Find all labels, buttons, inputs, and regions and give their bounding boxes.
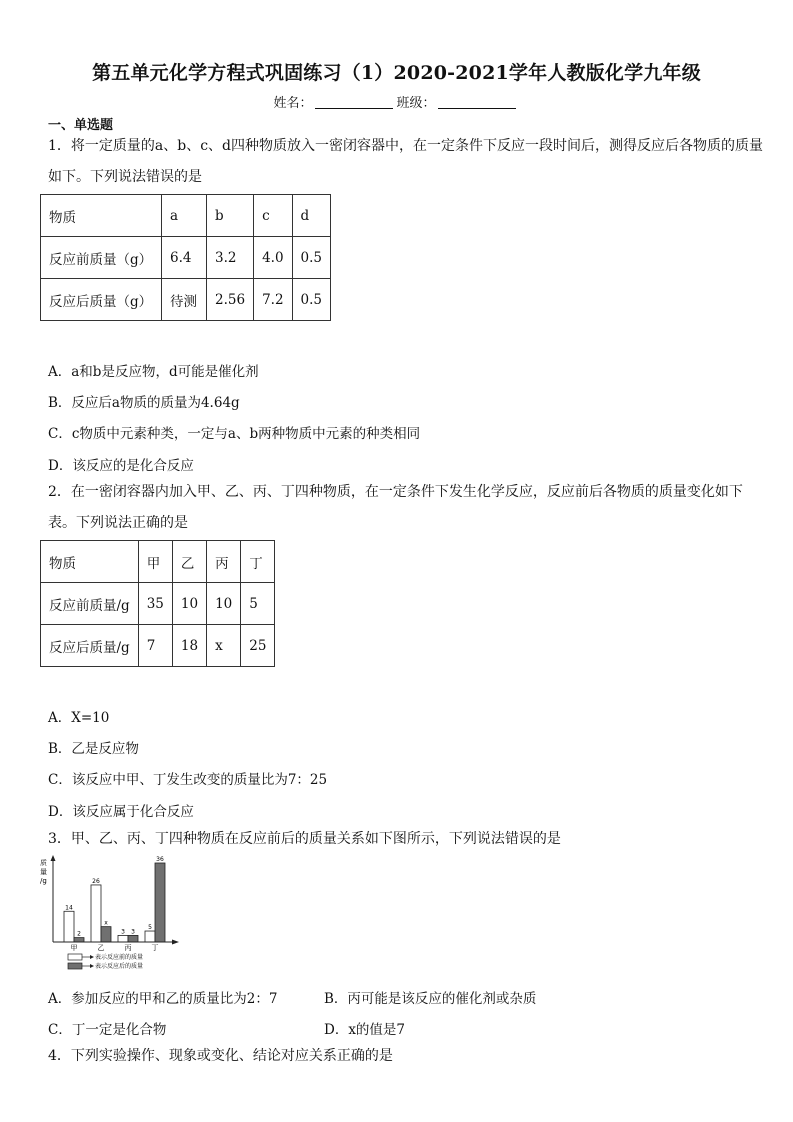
question-1-option-d: D．该反应的是化合反应 xyxy=(48,458,194,474)
table-cell: 乙 xyxy=(172,541,206,583)
y-axis-label-part: 量 xyxy=(40,868,47,876)
table-cell: x xyxy=(207,625,241,667)
table-row xyxy=(41,583,275,625)
bar-乙-after xyxy=(101,927,111,942)
table-row xyxy=(41,237,331,279)
question-2-table xyxy=(40,540,275,667)
name-blank xyxy=(315,96,393,109)
bar-丁-after xyxy=(155,863,165,942)
legend-swatch xyxy=(68,963,82,969)
bar-乙-before xyxy=(91,885,101,942)
table-cell: 0.5 xyxy=(292,237,330,279)
table-cell: 4.0 xyxy=(254,237,292,279)
question-2-option-b: B．乙是反应物 xyxy=(48,741,139,757)
y-axis-label xyxy=(40,858,47,885)
table-cell: 35 xyxy=(138,583,172,625)
legend-label: 表示反应后的质量 xyxy=(95,963,144,970)
question-3-option-c: C．丁一定是化合物 xyxy=(48,1022,167,1038)
question-1-option-c: C．c物质中元素种类，一定与a、b两种物质中元素的种类相同 xyxy=(48,426,421,442)
table-cell: 反应后质量/g xyxy=(41,625,139,667)
question-3-option-d: D．x的值是7 xyxy=(324,1022,406,1038)
table-cell: c xyxy=(254,195,292,237)
bar-丙-after xyxy=(128,935,138,942)
question-1-option-a: A．a和b是反应物，d可能是催化剂 xyxy=(48,364,259,380)
table-cell: 待测 xyxy=(162,279,207,321)
question-2-option-a: A．X=10 xyxy=(48,710,110,726)
table-cell: 7 xyxy=(138,625,172,667)
legend-swatch xyxy=(68,954,82,960)
mass-bar-chart xyxy=(40,855,190,980)
table-cell: 反应后质量（g） xyxy=(41,279,162,321)
table-cell: 反应前质量（g） xyxy=(41,237,162,279)
table-cell: 25 xyxy=(241,625,275,667)
table-cell: b xyxy=(207,195,254,237)
student-info-line xyxy=(0,92,793,111)
class-blank xyxy=(438,96,516,109)
table-cell: d xyxy=(292,195,330,237)
question-1-stem: 1．将一定质量的a、b、c、d四种物质放入一密闭容器中，在一定条件下反应一段时间后，测得反应后各物质的质量如下。下列说法错误的是 xyxy=(48,138,764,185)
table-cell: 3.2 xyxy=(207,237,254,279)
chart-legend xyxy=(68,953,143,970)
question-3-stem: 3．甲、乙、丙、丁四种物质在反应前后的质量关系如下图所示，下列说法错误的是 xyxy=(48,831,561,847)
table-cell: 2.56 xyxy=(207,279,254,321)
y-axis-label-part: /g xyxy=(40,877,47,885)
question-4-stem: 4．下列实验操作、现象或变化、结论对应关系正确的是 xyxy=(48,1048,393,1064)
question-1-table xyxy=(40,194,331,321)
legend-label: 表示反应前的质量 xyxy=(95,954,144,961)
section-heading: 一、单选题 xyxy=(48,118,114,133)
table-cell: 6.4 xyxy=(162,237,207,279)
table-cell: 物质 xyxy=(41,541,139,583)
data-label: 14 xyxy=(65,904,73,912)
x-axis-arrow xyxy=(172,940,179,945)
bar-丙-before xyxy=(118,935,128,942)
data-label: 26 xyxy=(92,877,100,885)
table-cell: 反应前质量/g xyxy=(41,583,139,625)
category-label: 丁 xyxy=(151,944,159,952)
table-cell: 丁 xyxy=(241,541,275,583)
question-1-option-b: B．反应后a物质的质量为4.64g xyxy=(48,395,240,411)
question-3-option-a: A．参加反应的甲和乙的质量比为2：7 xyxy=(48,991,278,1007)
y-axis-label-part: 质 xyxy=(40,859,47,867)
table-cell: 5 xyxy=(241,583,275,625)
table-row xyxy=(41,279,331,321)
table-cell: a xyxy=(162,195,207,237)
question-2-stem: 2．在一密闭容器内加入甲、乙、丙、丁四种物质，在一定条件下发生化学反应，反应前后各物质的质量变化如下表。下列说法正确的是 xyxy=(48,484,743,531)
table-cell: 10 xyxy=(207,583,241,625)
name-label: 姓名： xyxy=(273,96,313,111)
table-cell: 0.5 xyxy=(292,279,330,321)
legend-arrow-head xyxy=(90,955,94,959)
table-cell: 丙 xyxy=(207,541,241,583)
legend-arrow-head xyxy=(90,964,94,968)
y-axis-arrow xyxy=(51,855,56,861)
bar-甲-after xyxy=(74,938,84,942)
table-cell: 18 xyxy=(172,625,206,667)
question-3-option-b: B．丙可能是该反应的催化剂或杂质 xyxy=(324,991,537,1007)
question-2-option-c: C．该反应中甲、丁发生改变的质量比为7：25 xyxy=(48,772,328,788)
table-cell: 10 xyxy=(172,583,206,625)
bar-丁-before xyxy=(145,931,155,942)
data-label: 36 xyxy=(156,856,164,863)
table-cell: 甲 xyxy=(138,541,172,583)
data-label: 2 xyxy=(77,930,81,938)
category-label: 丙 xyxy=(124,944,132,952)
table-row xyxy=(41,625,275,667)
bar-甲-before xyxy=(64,911,74,942)
table-row xyxy=(41,541,275,583)
table-row xyxy=(41,195,331,237)
table-cell: 物质 xyxy=(41,195,162,237)
table-cell: 7.2 xyxy=(254,279,292,321)
data-label: 5 xyxy=(148,924,152,932)
data-label: 3 xyxy=(131,928,135,936)
data-label: x xyxy=(104,919,108,927)
category-label: 乙 xyxy=(97,944,105,952)
class-label: 班级： xyxy=(396,96,436,111)
page-title: 第五单元化学方程式巩固练习（1）2020-2021学年人教版化学九年级 xyxy=(92,62,701,84)
question-2-option-d: D．该反应属于化合反应 xyxy=(48,804,194,820)
category-label: 甲 xyxy=(70,944,78,952)
data-label: 3 xyxy=(121,928,125,936)
